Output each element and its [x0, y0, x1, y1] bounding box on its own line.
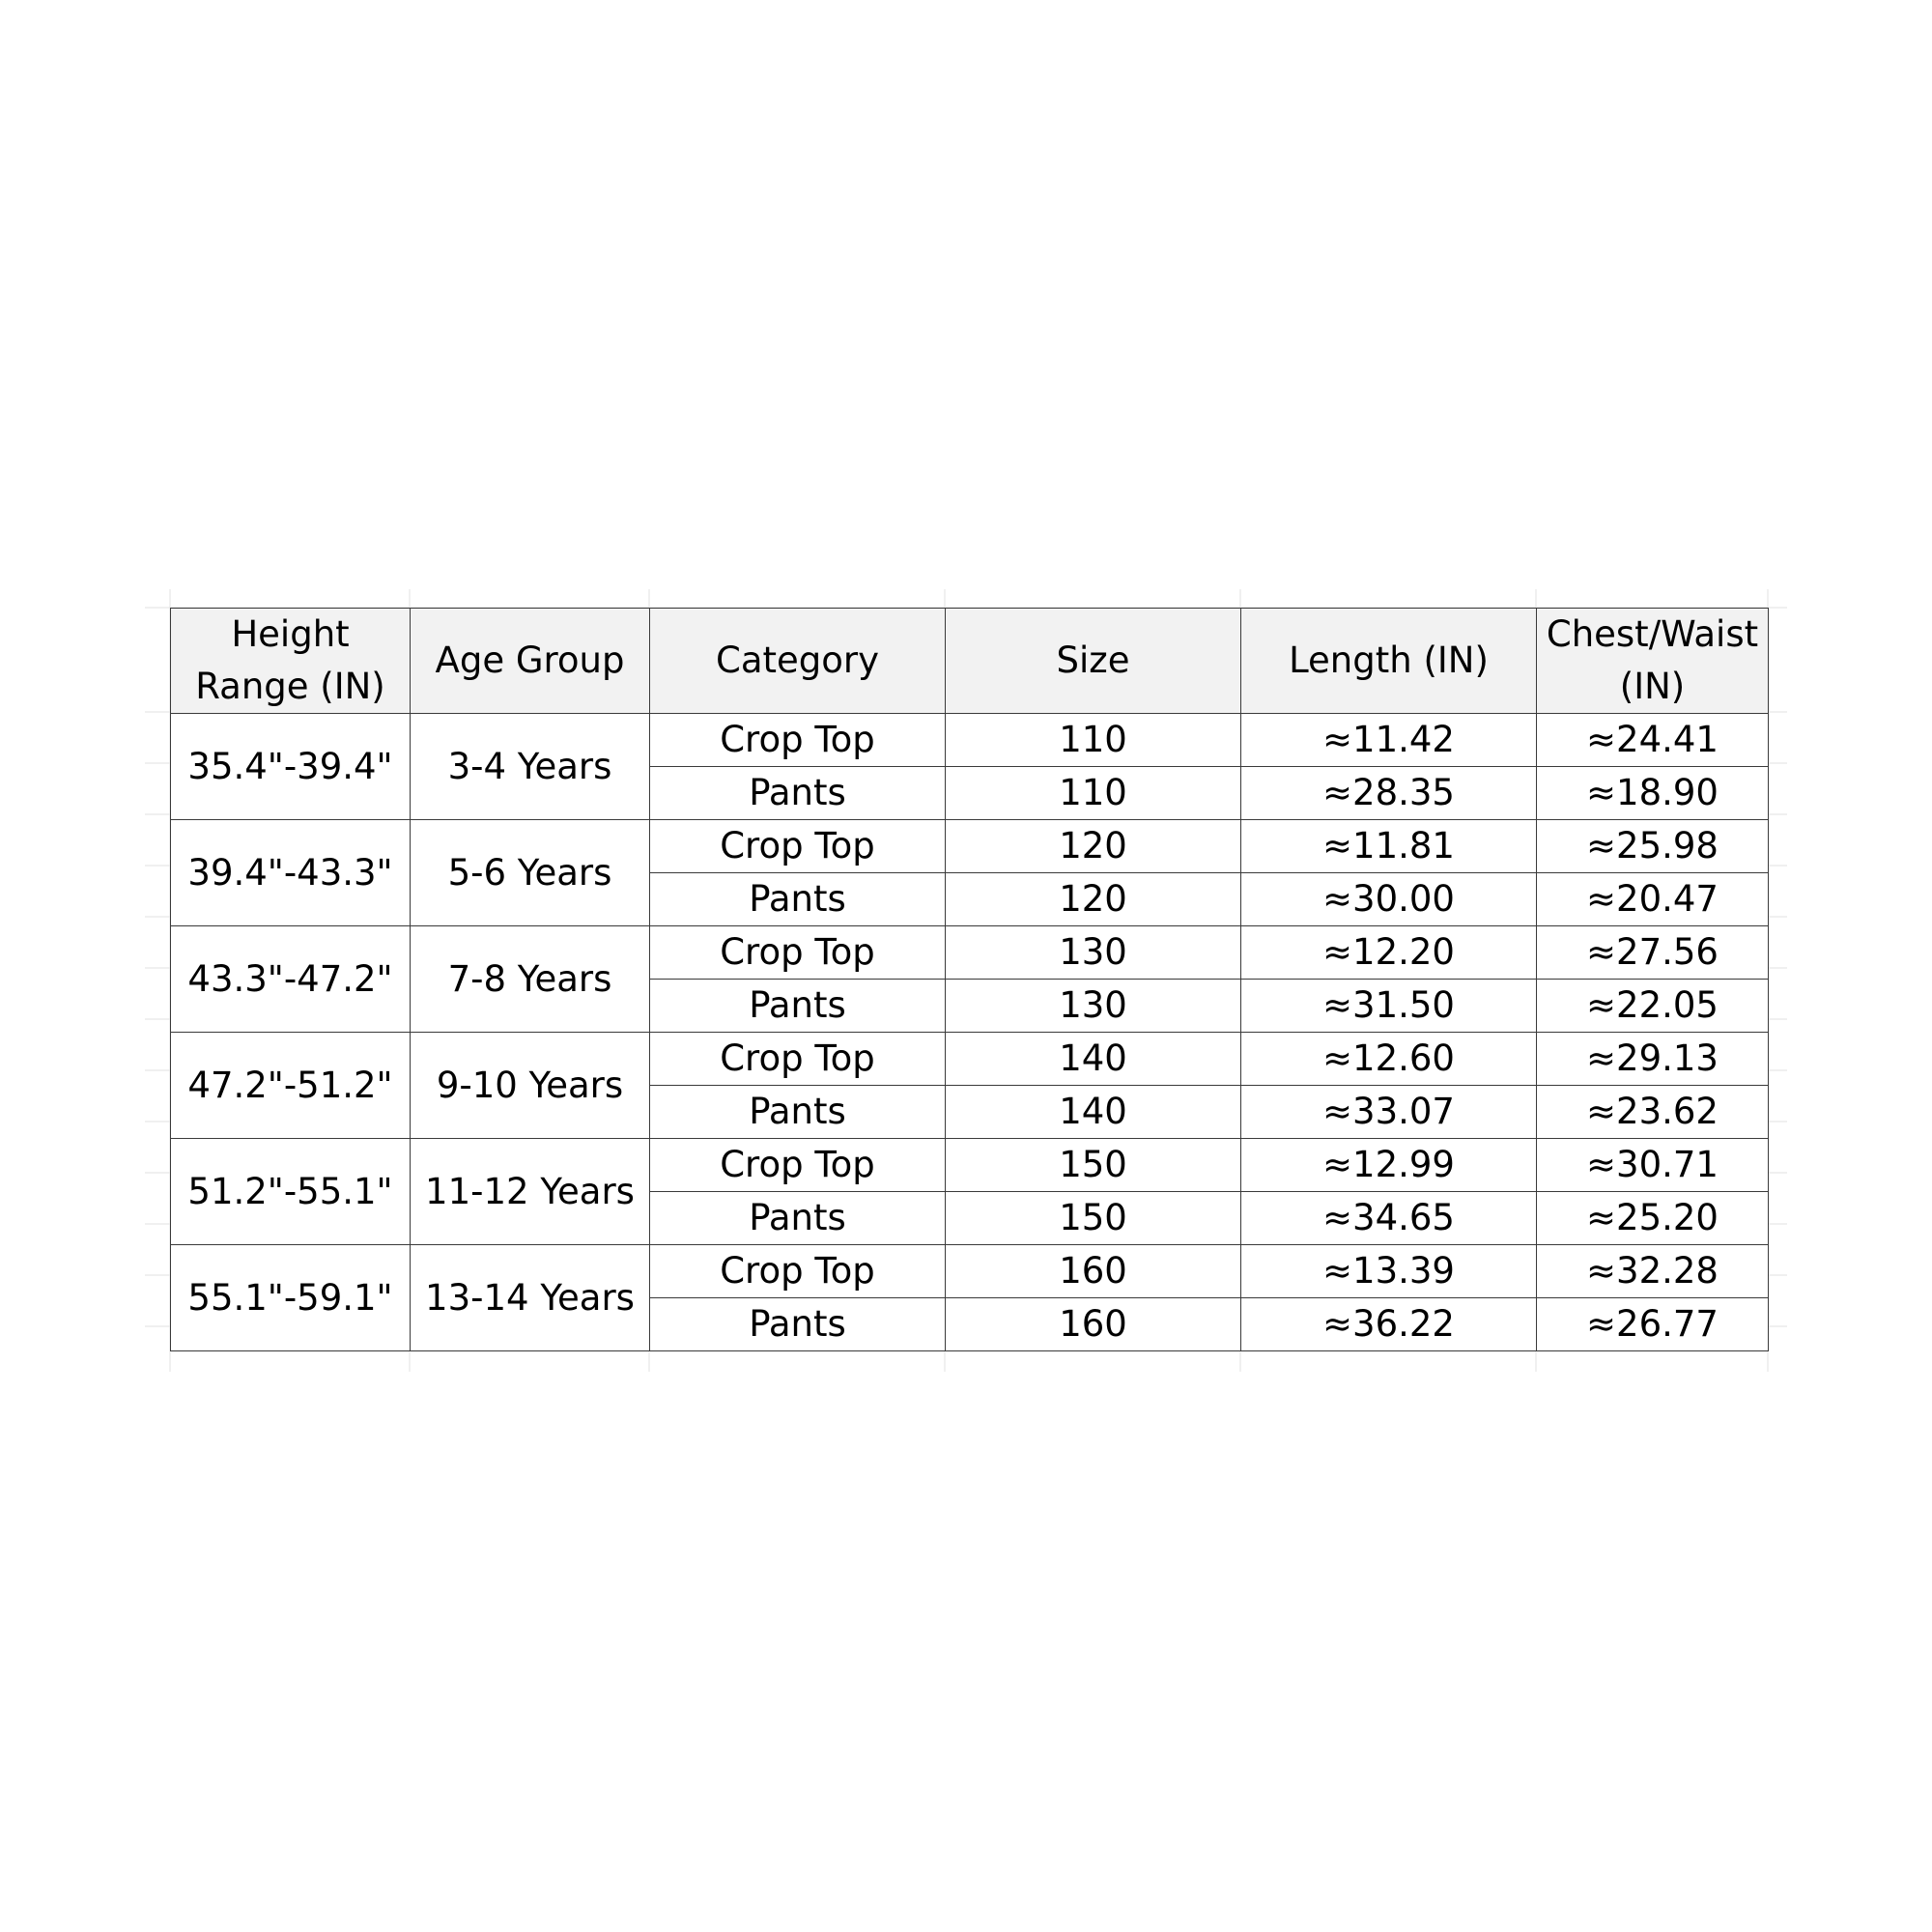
size-cell: 160 — [946, 1245, 1241, 1298]
age-group-cell: 11-12 Years — [411, 1139, 650, 1245]
age-group-cell: 13-14 Years — [411, 1245, 650, 1351]
chest-waist-cell: ≈25.20 — [1537, 1192, 1769, 1245]
header-height-range-line1: Height — [231, 613, 350, 655]
length-cell: ≈30.00 — [1241, 873, 1537, 926]
chest-waist-cell: ≈30.71 — [1537, 1139, 1769, 1192]
header-height-range — [171, 609, 411, 714]
length-cell: ≈34.65 — [1241, 1192, 1537, 1245]
chest-waist-cell: ≈25.98 — [1537, 820, 1769, 873]
length-cell: ≈31.50 — [1241, 980, 1537, 1033]
size-cell: 130 — [946, 980, 1241, 1033]
height-range-cell: 47.2"-51.2" — [171, 1033, 411, 1139]
category-cell: Pants — [650, 873, 946, 926]
chest-waist-cell: ≈26.77 — [1537, 1298, 1769, 1351]
category-cell: Pants — [650, 1298, 946, 1351]
size-cell: 160 — [946, 1298, 1241, 1351]
table-row — [171, 1139, 1769, 1192]
size-cell: 150 — [946, 1139, 1241, 1192]
size-cell: 130 — [946, 926, 1241, 980]
size-cell: 120 — [946, 873, 1241, 926]
table-body — [171, 714, 1769, 1351]
chest-waist-cell: ≈22.05 — [1537, 980, 1769, 1033]
size-chart-table — [170, 608, 1769, 1351]
header-age-group: Age Group — [411, 609, 650, 714]
height-range-cell: 51.2"-55.1" — [171, 1139, 411, 1245]
chest-waist-cell: ≈32.28 — [1537, 1245, 1769, 1298]
size-cell: 110 — [946, 767, 1241, 820]
chest-waist-cell: ≈18.90 — [1537, 767, 1769, 820]
height-range-cell: 55.1"-59.1" — [171, 1245, 411, 1351]
length-cell: ≈36.22 — [1241, 1298, 1537, 1351]
age-group-cell: 5-6 Years — [411, 820, 650, 926]
table-row — [171, 926, 1769, 980]
chest-waist-cell: ≈27.56 — [1537, 926, 1769, 980]
table-row — [171, 714, 1769, 767]
length-cell: ≈33.07 — [1241, 1086, 1537, 1139]
category-cell: Crop Top — [650, 714, 946, 767]
header-size: Size — [946, 609, 1241, 714]
size-cell: 140 — [946, 1086, 1241, 1139]
header-chest-waist-line2: (IN) — [1619, 666, 1686, 707]
length-cell: ≈13.39 — [1241, 1245, 1537, 1298]
header-chest-waist — [1537, 609, 1769, 714]
age-group-cell: 9-10 Years — [411, 1033, 650, 1139]
height-range-cell: 39.4"-43.3" — [171, 820, 411, 926]
category-cell: Crop Top — [650, 1245, 946, 1298]
category-cell: Pants — [650, 767, 946, 820]
length-cell: ≈12.20 — [1241, 926, 1537, 980]
header-chest-waist-line1: Chest/Waist — [1546, 613, 1759, 655]
category-cell: Crop Top — [650, 926, 946, 980]
height-range-cell: 35.4"-39.4" — [171, 714, 411, 820]
table-row — [171, 820, 1769, 873]
category-cell: Pants — [650, 1192, 946, 1245]
length-cell: ≈28.35 — [1241, 767, 1537, 820]
length-cell: ≈12.99 — [1241, 1139, 1537, 1192]
size-cell: 110 — [946, 714, 1241, 767]
header-row — [171, 609, 1769, 714]
size-cell: 140 — [946, 1033, 1241, 1086]
table-header — [171, 609, 1769, 714]
table-row — [171, 1033, 1769, 1086]
category-cell: Pants — [650, 980, 946, 1033]
category-cell: Crop Top — [650, 1033, 946, 1086]
length-cell: ≈11.81 — [1241, 820, 1537, 873]
header-height-range-line2: Range (IN) — [195, 666, 385, 707]
length-cell: ≈11.42 — [1241, 714, 1537, 767]
length-cell: ≈12.60 — [1241, 1033, 1537, 1086]
category-cell: Crop Top — [650, 1139, 946, 1192]
height-range-cell: 43.3"-47.2" — [171, 926, 411, 1033]
chest-waist-cell: ≈29.13 — [1537, 1033, 1769, 1086]
size-cell: 120 — [946, 820, 1241, 873]
header-category: Category — [650, 609, 946, 714]
table-row — [171, 1245, 1769, 1298]
size-cell: 150 — [946, 1192, 1241, 1245]
chest-waist-cell: ≈24.41 — [1537, 714, 1769, 767]
category-cell: Pants — [650, 1086, 946, 1139]
category-cell: Crop Top — [650, 820, 946, 873]
header-length: Length (IN) — [1241, 609, 1537, 714]
chest-waist-cell: ≈20.47 — [1537, 873, 1769, 926]
age-group-cell: 7-8 Years — [411, 926, 650, 1033]
age-group-cell: 3-4 Years — [411, 714, 650, 820]
chest-waist-cell: ≈23.62 — [1537, 1086, 1769, 1139]
